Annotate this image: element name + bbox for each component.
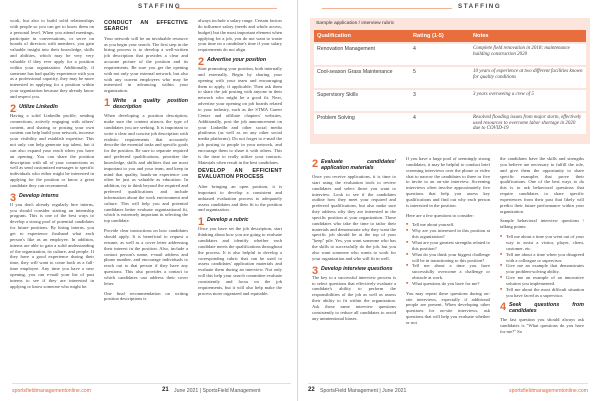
- left-page: [0, 0, 298, 401]
- tip-body: Once you have set the job description, start thinking about how you are going to evaluate candidates and identify whether each candidate meets the qualifications throughout the process. It is also helpful to develop a corresponding rubric that can be used to assess candidates' application materials and evaluate them during an interview. Not only will this help your search committee evaluate consistently and focus on the job requirements, but it will also help make the process more organized and equitable.: [198, 226, 282, 296]
- tip-title: Develop interns: [19, 192, 59, 199]
- tip-title: Utilize LinkedIn: [19, 103, 58, 110]
- section-heading: CONDUCT AN EFFECTIVE SEARCH: [104, 20, 188, 32]
- right-column-2: [406, 156, 490, 330]
- table-row: [314, 112, 586, 134]
- qualification-cell: Supervisory Skills: [314, 89, 410, 112]
- issue-info: June 2021 | SportsField Management: [174, 388, 261, 394]
- qualification-cell: Cool-season Grass Maintenance: [314, 66, 410, 89]
- paragraph: always include a salary range. Certain factors do influence salary (needs and whole access, budget) but the most important element when applying for a job, you do not want to waste your time on a candidate's time if your salary requirements do not align.: [198, 18, 282, 53]
- list-item: ■ What are your greatest strengths related to this position?: [406, 240, 490, 252]
- table-row: [314, 43, 586, 66]
- notes-cell: Resolved flooding issues from major storm, effectively used resources to overcome labor shortage in 2020 due to COVID-19: [470, 112, 586, 134]
- tip-item: [10, 102, 94, 115]
- table-row: [314, 89, 586, 112]
- left-column-3: [198, 18, 282, 300]
- tip-body: The key to a successful interview process is to select questions that effectively evaluate a candidate's ability to perform the responsibilities of the job as well as assess their ability to fit within the organization. Ask those same interview questions consistently to reduce all candidates to avoid any unintentional biases.: [312, 274, 396, 321]
- list-item: ■ What questions do you have for me?: [406, 281, 490, 287]
- page-footer: [308, 383, 588, 397]
- tip-title: Develop interview questions: [321, 265, 393, 272]
- left-column-1: [10, 18, 94, 293]
- tip-number: 1: [198, 216, 205, 229]
- issue-info: SportsField Management | June 2021: [320, 388, 407, 394]
- sample-rubric-box: [310, 18, 590, 144]
- tip-body: Start promoting your position, both internally and externally. Begin by sharing your opening with your team and encouraging them to apply, if applicable. Then ask them to share the job posting with anyone in their network who might be a good fit. Next, advertise your opening on job boards related to your industry, such as the STMA Career Center and affiliate chapters' websites. Additionally, post the job announcement on your LinkedIn and other social media platforms (as well as on any other social media platforms). Do not forget to e-mail the job posting to people in your network, and encourage them to share it with others. This is the time to really utilize your contacts. Materials often result in the best candidates.: [198, 66, 282, 165]
- list-item: ■ Tell me about a time you went out of your way to assist a visitor, player, client, customer, etc.: [500, 234, 584, 252]
- tip-number: 3: [10, 191, 17, 204]
- notes-cell: 3 years overseeing a crew of 5: [470, 89, 586, 112]
- tip-item: [312, 264, 396, 277]
- tip-title: Write a quality position description: [113, 98, 188, 111]
- rating-cell: 3: [410, 89, 470, 112]
- list-item: ■ What do you think your biggest challenge will be in transitioning to this position?: [406, 252, 490, 264]
- page-footer: [12, 383, 291, 397]
- page-number: 21: [162, 387, 169, 393]
- right-column-1: [312, 156, 396, 325]
- paragraph: work, but also to build solid relationships with people so you can get to know them on a personal level. When you attend meetings, participate in conversations, or serve on boards of directors with members, you gain valuable insight into their knowledge, skills and abilities, which may be very very valuable if they ever apply for a position within your organization. Additionally, if someone has had quality experience with you as a professional capacity, they may be more interested in applying for a position within your organization because they already know and respect you.: [10, 18, 94, 99]
- left-column-2: [104, 18, 188, 306]
- tip-number: 3: [312, 264, 319, 277]
- tip-item: [10, 191, 94, 204]
- section-heading: DEVELOP AN EFFICIENT EVALUATION PROCESS: [198, 168, 282, 181]
- footer-url[interactable]: sportsfieldmanagementonline.com: [508, 388, 588, 394]
- tip-body: If you don't already regularly hire interns, you should consider starting an internship program. This is one of the best ways to develop a strong pool of potential candidates for future positions. By hiring interns, you get to experience firsthand what each person's like as an employee. In addition, interns are able to gain a solid understanding of the organization, its culture, and people. If they have a good experience during their time, they will want to come back as a full-time employee. Any time you have a new opening, you can e-mail your list of past interns to see if they are interested in applying or know someone who might be.: [10, 201, 94, 289]
- tip-item: [312, 159, 396, 171]
- tip-number: 4: [500, 301, 507, 314]
- page-number: 22: [308, 387, 315, 393]
- question-list: [500, 234, 584, 298]
- tip-title: Develop a rubric: [207, 217, 249, 224]
- question-list: [406, 222, 490, 286]
- qualification-cell: Problem Solving: [314, 112, 410, 134]
- tip-title: Advertise your position: [207, 57, 267, 64]
- section-label: STAFFING: [458, 3, 502, 10]
- paragraph: If you have a large pool of seemingly strong candidates, it may be helpful to conduct brief screening interviews over the phone or video chat to narrow the candidates to three or five to invite to an on-site interview. Screening interviews often involve approximately five questions that help you assess key qualifications and find out why each person is interested in the position.: [406, 156, 490, 208]
- paragraph: Sample behavioral interview questions / talking points:: [500, 218, 584, 230]
- tip-body: When developing a position description, make sure the content attracts the type of candidates you are seeking. It is important to write a clear and concise job description with realistic requirements that accurately describe the essential tasks and specific goals for the position. Be sure to separate required and preferred qualifications, prioritize the knowledge, skills and abilities that are most important to you and your team, and keep in mind that quality, hands-on experience can often be just as valuable as education. In addition, try to think beyond the required and preferred qualifications and include information about the work environment and culture. This will help you and potential candidates better evaluate organizational fit, which is extremely important in selecting the top candidate.: [104, 113, 188, 224]
- header-rule: [176, 8, 277, 9]
- footer-rule: [308, 383, 588, 384]
- list-item: ■ Tell me about the most difficult situation you have faced as a supervisor.: [500, 287, 584, 299]
- tip-item: [500, 302, 584, 314]
- tip-body: The last question you should always ask candidates is "What questions do you have for me?" So: [500, 317, 584, 335]
- qualification-cell: Renovation Management: [314, 43, 410, 66]
- rating-cell: 4: [410, 43, 470, 66]
- list-item: ■ Tell me about a time when you disagreed with a colleague or supervisor.: [500, 252, 584, 264]
- tip-body: Having a solid LinkedIn profile, sending connections, actively engaging with others' content, and sharing or posting your own content can help build your network, increase your visibility and establish expertise. This not only can help generate top talent, but it can also expand your reach when you have an opening. You can share the position description with all of your connections as well as send customized messages to specific individuals who either might be interested in applying for the position or know a great candidate they can recommend.: [10, 112, 94, 188]
- tip-title: Evaluate candidates' application materials: [321, 159, 396, 171]
- tip-number: 2: [10, 102, 17, 115]
- tip-item: [198, 56, 282, 69]
- paragraph: Your network will be an invaluable resource as you begin your search. The first step in the hiring process is to develop a well-written job description that provides a clear and accurate picture of the position and its requirements. Be sure you get the opening with not only your external network, but also with any current employees who may be interested in advancing within your organization.: [104, 35, 188, 94]
- column-header: Qualification: [314, 30, 410, 43]
- footer-rule: [12, 383, 291, 384]
- tip-number: 2: [198, 56, 205, 69]
- list-item: ■ Tell me about yourself.: [406, 222, 490, 228]
- right-column-3: [500, 156, 584, 339]
- paragraph: Provide clear instructions on how candidates should apply. It is beneficial to request a resume, as well as a cover letter addressing their interest in the position. Also, include a contact person's name, e-mail address and phone number, and encourage individuals to reach out to that person if they have any questions. This also provides a contact to which candidates can address their cover letter.: [104, 228, 188, 286]
- tip-item: [198, 216, 282, 229]
- paragraph: the candidates have the skills and strengths you believe are necessary to fulfill the role, and give them the opportunity to share specific examples that prove their qualifications. One of the best ways to do this is to ask behavioral questions that require candidates to share specific experiences from their past that likely will predict their future performance within your organization.: [500, 156, 584, 214]
- list-item: ■ Give me an example that demonstrates your problem-solving ability.: [500, 263, 584, 275]
- table-row: [314, 66, 586, 89]
- rubric-table: [314, 30, 586, 134]
- tip-body: Once you receive applications, it is time to start using the evaluation tools to review candidates and select those you want to interview. Look to see if the candidates outline how they meet your required and preferred qualifications, but also make sure they address why they are interested in the specific position at your organization. Those candidates who take the time to tailor their materials and demonstrate why they want the specific job should be at the top of your "keep" pile. Yes, you want someone who has the skills to successfully do the job, but you also want someone who wants to work for your organization and who will fit in well.: [312, 174, 396, 261]
- section-label: STAFFING: [138, 3, 182, 10]
- rating-cell: 5: [410, 66, 470, 89]
- tip-number: 1: [104, 97, 111, 110]
- right-page: [302, 0, 600, 401]
- paragraph: You may repeat these questions during on-site interviews, especially if additional people are present. When developing other questions for on-site interviews, ask questions that will help you evaluate whether or not: [406, 290, 490, 325]
- list-item: ■ Tell me about a time you have successfully overcome a challenge or obstacle at work.: [406, 263, 490, 281]
- list-item: ■ Why are you interested in this position at this organization?: [406, 228, 490, 240]
- paragraph: After bringing an open position, it is important to develop a consistent and unbiased evaluation process to adequately assess candidates and their fit to the position and organization.: [198, 184, 282, 213]
- paragraph: One final recommendation on writing position descriptions is: [104, 290, 188, 302]
- column-header: Notes: [470, 30, 586, 43]
- notes-cell: Complete field renovation in 2018; maintenance building construction 2020: [470, 43, 586, 66]
- header-rule: [322, 8, 452, 9]
- table-header-row: [314, 30, 586, 43]
- list-item: ■ Give me an example of an innovative solution you implemented.: [500, 275, 584, 287]
- rating-cell: 4: [410, 112, 470, 134]
- tip-number: 2: [312, 158, 319, 170]
- tip-title: Seek questions from candidates: [509, 302, 584, 315]
- notes-cell: 10 years of experience at two different facilities known for quality conditions: [470, 66, 586, 89]
- tip-item: [104, 98, 188, 110]
- column-header: Rating (1-5): [410, 30, 470, 43]
- rubric-caption: Sample application / interview rubric: [316, 21, 395, 26]
- paragraph: Here are a few questions to consider:: [406, 212, 475, 218]
- footer-url[interactable]: sportsfieldmanagementonline.com: [12, 388, 92, 394]
